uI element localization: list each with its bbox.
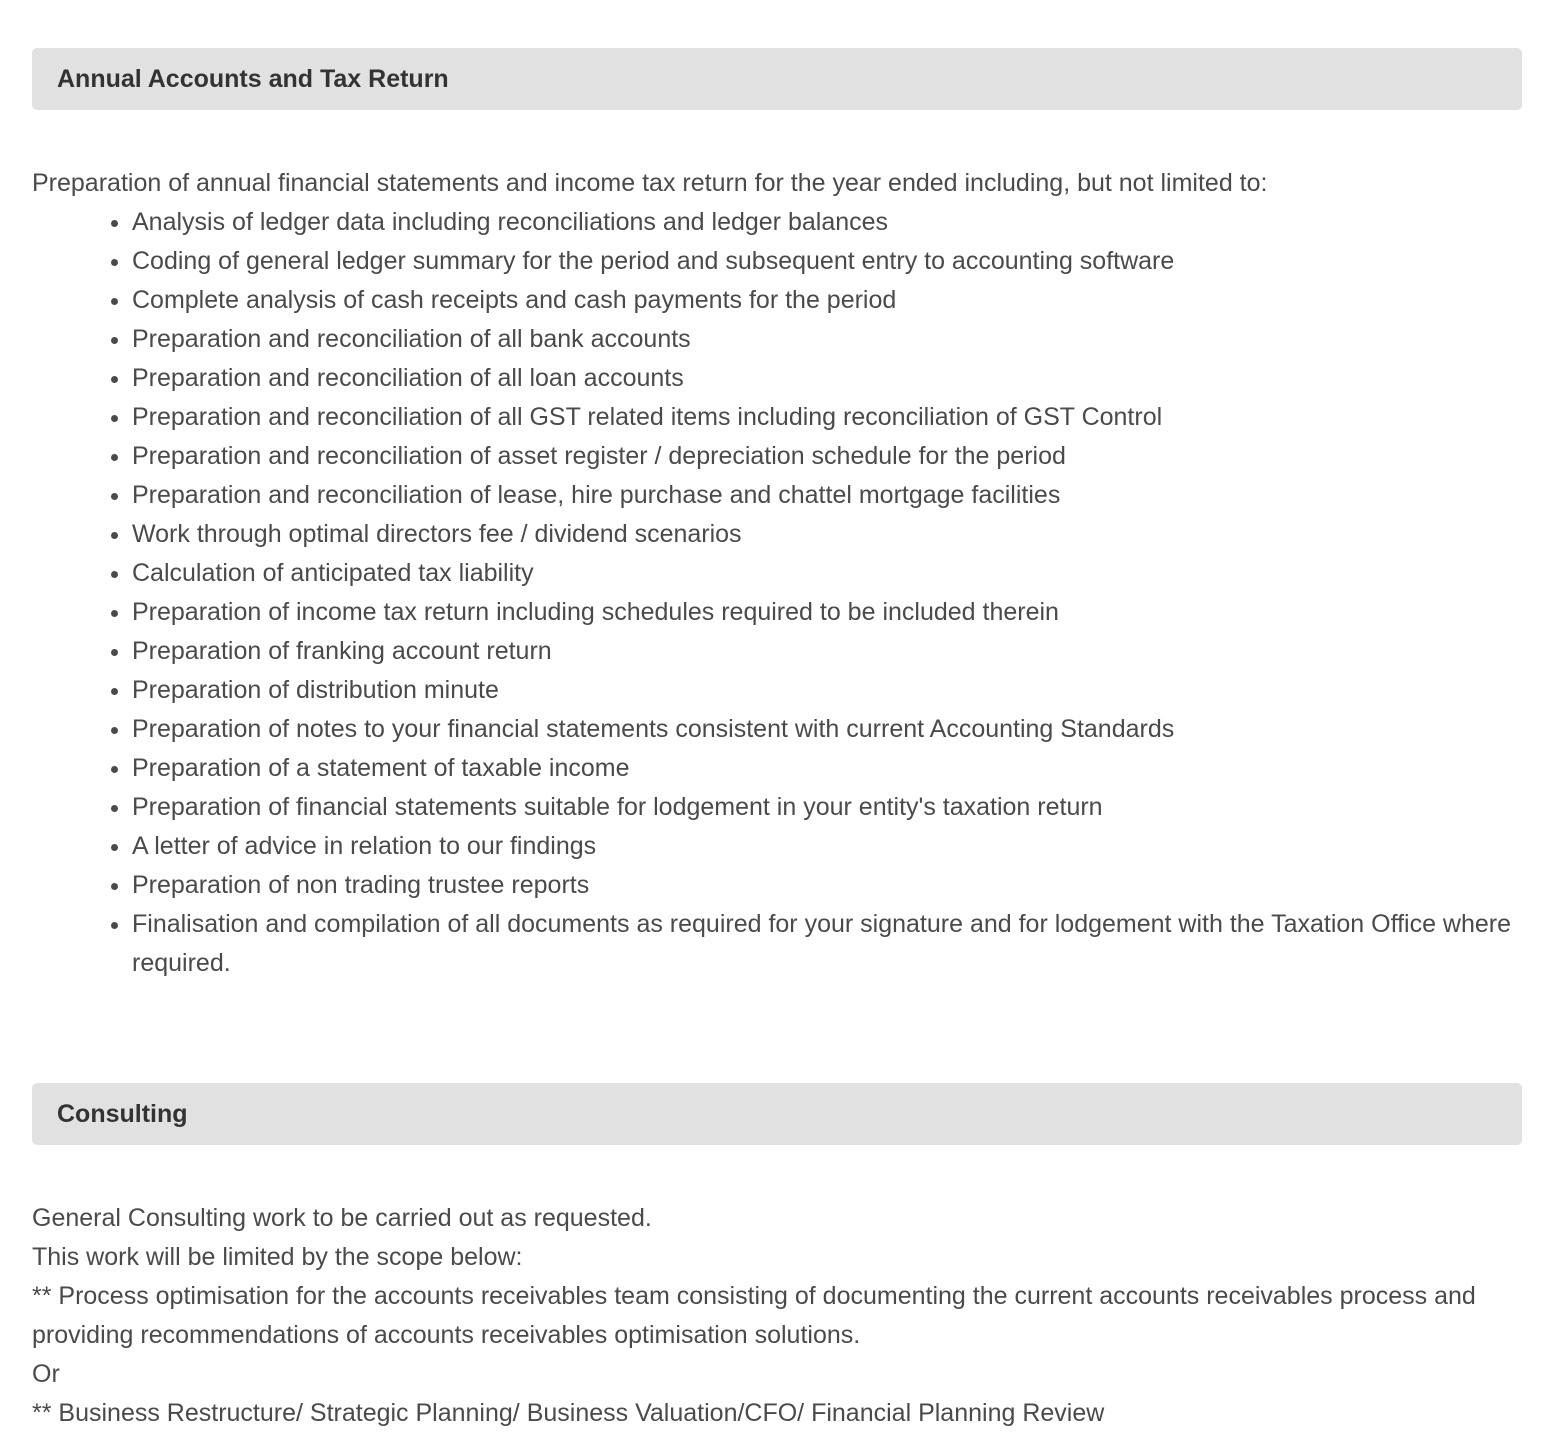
consulting-line-process: ** Process optimisation for the accounts receivables team consisting of documenting the current accounts receivables process and providing recommendations of accounts receivables optimisation solutions. <box>32 1282 1476 1349</box>
consulting-line-business: ** Business Restructure/ Strategic Planning/ Business Valuation/CFO/ Financial Planning Review <box>32 1399 1105 1427</box>
consulting-body <box>32 1145 1522 1433</box>
list-item: • Coding of general ledger summary for the period and subsequent entry to accounting software <box>132 242 1522 281</box>
document-page <box>32 48 1522 1433</box>
list-item: • A letter of advice in relation to our findings <box>132 827 1522 866</box>
consulting-line-general: General Consulting work to be carried out as requested. <box>32 1204 652 1232</box>
list-item: • Preparation and reconciliation of asset register / depreciation schedule for the period <box>132 437 1522 476</box>
consulting-line-scope: This work will be limited by the scope below: <box>32 1243 523 1271</box>
list-item: • Preparation of financial statements suitable for lodgement in your entity's taxation return <box>132 788 1522 827</box>
list-item: • Preparation of distribution minute <box>132 671 1522 710</box>
list-item: • Preparation and reconciliation of all GST related items including reconciliation of GST Control <box>132 398 1522 437</box>
annual-accounts-header: Annual Accounts and Tax Return <box>32 48 1522 110</box>
list-item: • Preparation of non trading trustee reports <box>132 866 1522 905</box>
annual-accounts-list <box>32 203 1522 983</box>
consulting-line-or: Or <box>32 1360 60 1388</box>
list-item: • Preparation and reconciliation of lease, hire purchase and chattel mortgage facilities <box>132 476 1522 515</box>
list-item: • Work through optimal directors fee / dividend scenarios <box>132 515 1522 554</box>
list-item: • Preparation of income tax return including schedules required to be included therein <box>132 593 1522 632</box>
list-item: • Analysis of ledger data including reconciliations and ledger balances <box>132 203 1522 242</box>
list-item: • Preparation of a statement of taxable income <box>132 749 1522 788</box>
annual-accounts-body <box>32 110 1522 983</box>
list-item: • Preparation and reconciliation of all loan accounts <box>132 359 1522 398</box>
list-item: • Calculation of anticipated tax liability <box>132 554 1522 593</box>
consulting-section <box>32 1083 1522 1433</box>
list-item: • Complete analysis of cash receipts and cash payments for the period <box>132 281 1522 320</box>
list-item: • Finalisation and compilation of all documents as required for your signature and for lodgement with the Taxation Office where required. <box>132 905 1522 983</box>
list-item: • Preparation and reconciliation of all bank accounts <box>132 320 1522 359</box>
annual-accounts-intro: Preparation of annual financial statements and income tax return for the year ended including, but not limited to: <box>32 169 1268 197</box>
list-item: • Preparation of notes to your financial statements consistent with current Accounting Standards <box>132 710 1522 749</box>
annual-accounts-section <box>32 48 1522 983</box>
list-item: • Preparation of franking account return <box>132 632 1522 671</box>
consulting-header: Consulting <box>32 1083 1522 1145</box>
